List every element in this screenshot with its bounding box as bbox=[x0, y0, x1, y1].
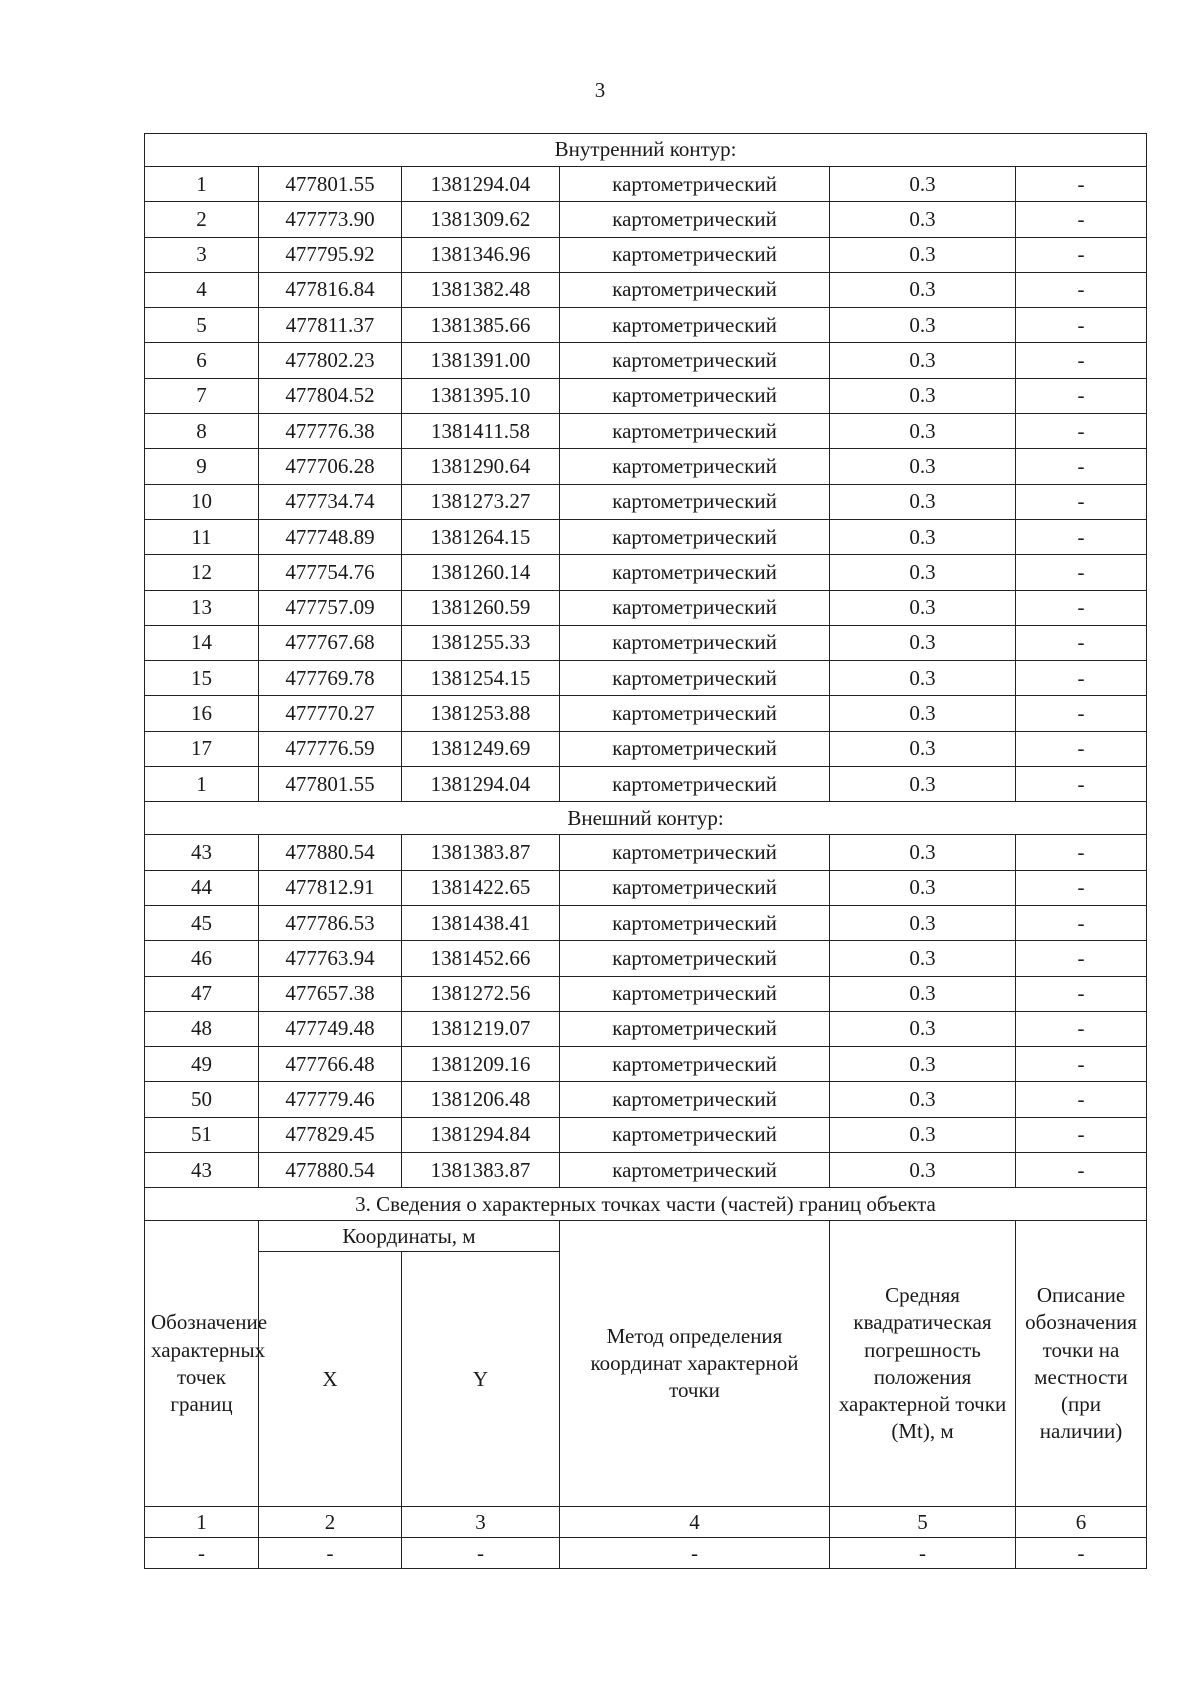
table-cell: 1381253.88 bbox=[402, 696, 560, 731]
table-cell: 1381254.15 bbox=[402, 661, 560, 696]
table-row bbox=[145, 1011, 1147, 1046]
table-row bbox=[145, 941, 1147, 976]
table-cell: 47 bbox=[145, 976, 259, 1011]
table-cell: 15 bbox=[145, 661, 259, 696]
table-cell: картометрический bbox=[560, 1153, 830, 1188]
table-cell: 0.3 bbox=[830, 343, 1016, 378]
table-cell: 9 bbox=[145, 449, 259, 484]
table-cell: 477880.54 bbox=[259, 1153, 402, 1188]
table-cell: 0.3 bbox=[830, 484, 1016, 519]
header-y: Y bbox=[402, 1252, 560, 1507]
table-cell: - bbox=[1016, 378, 1147, 413]
table-row bbox=[145, 272, 1147, 307]
table-cell: 1 bbox=[145, 767, 259, 802]
inner-contour-header bbox=[145, 134, 1147, 167]
table-cell: 4 bbox=[145, 272, 259, 307]
table-cell: 1381391.00 bbox=[402, 343, 560, 378]
header-coordinates: Координаты, м bbox=[259, 1221, 560, 1252]
table-cell: - bbox=[1016, 696, 1147, 731]
table-cell: - bbox=[1016, 1117, 1147, 1152]
table-cell: 477816.84 bbox=[259, 272, 402, 307]
table-cell: - bbox=[1016, 1011, 1147, 1046]
table-cell: 43 bbox=[145, 835, 259, 870]
table-row bbox=[145, 905, 1147, 940]
table-cell: 10 bbox=[145, 484, 259, 519]
table-cell: - bbox=[1016, 661, 1147, 696]
table-cell: 1381272.56 bbox=[402, 976, 560, 1011]
table-cell: картометрический bbox=[560, 449, 830, 484]
table-cell: 1381206.48 bbox=[402, 1082, 560, 1117]
table-row bbox=[145, 449, 1147, 484]
table-cell: 477786.53 bbox=[259, 905, 402, 940]
table-cell: 43 bbox=[145, 1153, 259, 1188]
table-cell: - bbox=[145, 1538, 259, 1569]
table-cell: 477812.91 bbox=[259, 870, 402, 905]
table-cell: 6 bbox=[145, 343, 259, 378]
table-cell: - bbox=[1016, 202, 1147, 237]
table-cell: 1381438.41 bbox=[402, 905, 560, 940]
header-designation: Обозначение характерных точек границ bbox=[145, 1221, 259, 1507]
section3-header-row-1 bbox=[145, 1221, 1147, 1252]
table-row bbox=[145, 696, 1147, 731]
table-cell: - bbox=[1016, 272, 1147, 307]
table-cell: 8 bbox=[145, 414, 259, 449]
table-cell: 477801.55 bbox=[259, 767, 402, 802]
column-number: 6 bbox=[1016, 1507, 1147, 1538]
table-cell: 11 bbox=[145, 519, 259, 554]
table-cell: 1381249.69 bbox=[402, 731, 560, 766]
table-cell: 477802.23 bbox=[259, 343, 402, 378]
table-cell: 1381264.15 bbox=[402, 519, 560, 554]
table-cell: 477754.76 bbox=[259, 555, 402, 590]
table-cell: 1381452.66 bbox=[402, 941, 560, 976]
table-cell: 477748.89 bbox=[259, 519, 402, 554]
table-cell: 1381383.87 bbox=[402, 1153, 560, 1188]
table-cell: картометрический bbox=[560, 378, 830, 413]
table-cell: 1381395.10 bbox=[402, 378, 560, 413]
table-cell: 477766.48 bbox=[259, 1047, 402, 1082]
inner-contour-title: Внутренний контур: bbox=[145, 134, 1147, 167]
column-number: 2 bbox=[259, 1507, 402, 1538]
table-row bbox=[145, 308, 1147, 343]
table-row bbox=[145, 731, 1147, 766]
table-cell: - bbox=[1016, 976, 1147, 1011]
table-row bbox=[145, 343, 1147, 378]
table-cell: - bbox=[830, 1538, 1016, 1569]
table-cell: 50 bbox=[145, 1082, 259, 1117]
table-cell: картометрический bbox=[560, 1047, 830, 1082]
table-row bbox=[145, 414, 1147, 449]
boundary-points-table bbox=[144, 133, 1147, 1569]
table-row bbox=[145, 237, 1147, 272]
outer-contour-header bbox=[145, 802, 1147, 835]
table-cell: 48 bbox=[145, 1011, 259, 1046]
table-cell: - bbox=[1016, 308, 1147, 343]
table-row bbox=[145, 767, 1147, 802]
table-row bbox=[145, 661, 1147, 696]
table-cell: - bbox=[1016, 449, 1147, 484]
table-cell: 1381294.04 bbox=[402, 167, 560, 202]
table-cell: картометрический bbox=[560, 519, 830, 554]
header-accuracy: Средняя квадратическая погрешность положения характерной точки (Mt), м bbox=[830, 1221, 1016, 1507]
table-cell: картометрический bbox=[560, 1011, 830, 1046]
table-cell: картометрический bbox=[560, 870, 830, 905]
table-cell: 1381346.96 bbox=[402, 237, 560, 272]
table-cell: 1381219.07 bbox=[402, 1011, 560, 1046]
table-cell: 477773.90 bbox=[259, 202, 402, 237]
table-cell: - bbox=[1016, 1538, 1147, 1569]
table-row bbox=[145, 1047, 1147, 1082]
table-cell: картометрический bbox=[560, 696, 830, 731]
table-cell: - bbox=[1016, 767, 1147, 802]
table-row bbox=[145, 1153, 1147, 1188]
table-cell: 0.3 bbox=[830, 167, 1016, 202]
table-cell: - bbox=[1016, 414, 1147, 449]
table-cell: 0.3 bbox=[830, 555, 1016, 590]
table-cell: 12 bbox=[145, 555, 259, 590]
table-cell: 1381385.66 bbox=[402, 308, 560, 343]
table-cell: картометрический bbox=[560, 731, 830, 766]
section3-title-row bbox=[145, 1188, 1147, 1221]
table-cell: - bbox=[1016, 870, 1147, 905]
table-cell: 477811.37 bbox=[259, 308, 402, 343]
table-cell: 1381260.14 bbox=[402, 555, 560, 590]
table-cell: 477801.55 bbox=[259, 167, 402, 202]
table-row bbox=[145, 1082, 1147, 1117]
empty-data-row bbox=[145, 1538, 1147, 1569]
table-cell: 477770.27 bbox=[259, 696, 402, 731]
table-cell: 0.3 bbox=[830, 696, 1016, 731]
table-cell: - bbox=[1016, 1153, 1147, 1188]
table-cell: 0.3 bbox=[830, 308, 1016, 343]
table-cell: - bbox=[1016, 1082, 1147, 1117]
table-cell: 14 bbox=[145, 625, 259, 660]
table-cell: 0.3 bbox=[830, 976, 1016, 1011]
table-cell: - bbox=[560, 1538, 830, 1569]
table-cell: 3 bbox=[145, 237, 259, 272]
table-cell: 477829.45 bbox=[259, 1117, 402, 1152]
column-numbers-row bbox=[145, 1507, 1147, 1538]
table-cell: - bbox=[1016, 484, 1147, 519]
table-cell: 51 bbox=[145, 1117, 259, 1152]
table-cell: 0.3 bbox=[830, 767, 1016, 802]
table-cell: картометрический bbox=[560, 590, 830, 625]
table-cell: картометрический bbox=[560, 661, 830, 696]
table-cell: 477776.59 bbox=[259, 731, 402, 766]
table-cell: 0.3 bbox=[830, 237, 1016, 272]
table-cell: 0.3 bbox=[830, 1047, 1016, 1082]
table-cell: 1 bbox=[145, 167, 259, 202]
table-cell: картометрический bbox=[560, 414, 830, 449]
table-cell: 0.3 bbox=[830, 449, 1016, 484]
table-row bbox=[145, 378, 1147, 413]
table-row bbox=[145, 625, 1147, 660]
table-cell: 477767.68 bbox=[259, 625, 402, 660]
table-row bbox=[145, 555, 1147, 590]
table-row bbox=[145, 976, 1147, 1011]
table-cell: 0.3 bbox=[830, 905, 1016, 940]
table-cell: 477734.74 bbox=[259, 484, 402, 519]
table-cell: - bbox=[1016, 167, 1147, 202]
table-cell: 49 bbox=[145, 1047, 259, 1082]
table-row bbox=[145, 870, 1147, 905]
table-cell: 0.3 bbox=[830, 661, 1016, 696]
table-cell: 0.3 bbox=[830, 1082, 1016, 1117]
table-cell: 0.3 bbox=[830, 202, 1016, 237]
table-cell: - bbox=[1016, 835, 1147, 870]
table-cell: картометрический bbox=[560, 835, 830, 870]
table-cell: 0.3 bbox=[830, 941, 1016, 976]
table-cell: 0.3 bbox=[830, 625, 1016, 660]
table-cell: картометрический bbox=[560, 202, 830, 237]
outer-contour-title: Внешний контур: bbox=[145, 802, 1147, 835]
table-cell: картометрический bbox=[560, 237, 830, 272]
table-cell: 0.3 bbox=[830, 1117, 1016, 1152]
table-cell: 0.3 bbox=[830, 731, 1016, 766]
table-cell: - bbox=[402, 1538, 560, 1569]
table-cell: - bbox=[1016, 941, 1147, 976]
table-row bbox=[145, 590, 1147, 625]
table-cell: 46 bbox=[145, 941, 259, 976]
table-cell: 13 bbox=[145, 590, 259, 625]
table-cell: 2 bbox=[145, 202, 259, 237]
table-cell: - bbox=[1016, 1047, 1147, 1082]
table-cell: картометрический bbox=[560, 767, 830, 802]
table-cell: - bbox=[1016, 905, 1147, 940]
section3-title: 3. Сведения о характерных точках части (частей) границ объекта bbox=[145, 1188, 1147, 1221]
table-cell: 477757.09 bbox=[259, 590, 402, 625]
table-cell: 0.3 bbox=[830, 1011, 1016, 1046]
table-row bbox=[145, 519, 1147, 554]
table-cell: 16 bbox=[145, 696, 259, 731]
table-cell: картометрический bbox=[560, 167, 830, 202]
table-cell: картометрический bbox=[560, 941, 830, 976]
table-cell: 1381255.33 bbox=[402, 625, 560, 660]
table-cell: 45 bbox=[145, 905, 259, 940]
table-cell: - bbox=[1016, 519, 1147, 554]
table-cell: - bbox=[1016, 555, 1147, 590]
header-method: Метод определения координат характерной точки bbox=[560, 1221, 830, 1507]
table-cell: 1381273.27 bbox=[402, 484, 560, 519]
table-cell: 1381411.58 bbox=[402, 414, 560, 449]
table-cell: картометрический bbox=[560, 976, 830, 1011]
table-cell: картометрический bbox=[560, 1117, 830, 1152]
table-row bbox=[145, 835, 1147, 870]
table-cell: 477776.38 bbox=[259, 414, 402, 449]
table-cell: 1381260.59 bbox=[402, 590, 560, 625]
table-row bbox=[145, 484, 1147, 519]
table-cell: 477763.94 bbox=[259, 941, 402, 976]
column-number: 3 bbox=[402, 1507, 560, 1538]
table-cell: картометрический bbox=[560, 272, 830, 307]
table-cell: 0.3 bbox=[830, 1153, 1016, 1188]
table-cell: 0.3 bbox=[830, 870, 1016, 905]
table-cell: 7 bbox=[145, 378, 259, 413]
header-x: X bbox=[259, 1252, 402, 1507]
table-cell: 0.3 bbox=[830, 378, 1016, 413]
table-cell: картометрический bbox=[560, 555, 830, 590]
table-cell: картометрический bbox=[560, 625, 830, 660]
table-cell: 17 bbox=[145, 731, 259, 766]
table-cell: картометрический bbox=[560, 905, 830, 940]
table-cell: - bbox=[1016, 590, 1147, 625]
table-cell: 1381290.64 bbox=[402, 449, 560, 484]
table-cell: 0.3 bbox=[830, 590, 1016, 625]
column-number: 1 bbox=[145, 1507, 259, 1538]
table-cell: 477804.52 bbox=[259, 378, 402, 413]
table-cell: 0.3 bbox=[830, 272, 1016, 307]
column-number: 5 bbox=[830, 1507, 1016, 1538]
table-row bbox=[145, 1117, 1147, 1152]
table-row bbox=[145, 167, 1147, 202]
table-cell: 477880.54 bbox=[259, 835, 402, 870]
table-cell: 477769.78 bbox=[259, 661, 402, 696]
table-cell: 0.3 bbox=[830, 835, 1016, 870]
table-cell: 1381294.04 bbox=[402, 767, 560, 802]
table-cell: - bbox=[1016, 237, 1147, 272]
table-cell: - bbox=[1016, 625, 1147, 660]
table-cell: - bbox=[1016, 731, 1147, 766]
table-cell: 5 bbox=[145, 308, 259, 343]
table-cell: 1381294.84 bbox=[402, 1117, 560, 1152]
page-number: 3 bbox=[594, 78, 606, 102]
table-cell: 1381209.16 bbox=[402, 1047, 560, 1082]
table-cell: 1381382.48 bbox=[402, 272, 560, 307]
table-cell: 477779.46 bbox=[259, 1082, 402, 1117]
table-cell: картометрический bbox=[560, 484, 830, 519]
table-row bbox=[145, 202, 1147, 237]
table-cell: 477795.92 bbox=[259, 237, 402, 272]
table-cell: 1381309.62 bbox=[402, 202, 560, 237]
table-cell: 477749.48 bbox=[259, 1011, 402, 1046]
table-cell: - bbox=[259, 1538, 402, 1569]
table-cell: 1381383.87 bbox=[402, 835, 560, 870]
table-cell: 0.3 bbox=[830, 414, 1016, 449]
table-cell: картометрический bbox=[560, 343, 830, 378]
table-cell: - bbox=[1016, 343, 1147, 378]
header-description: Описание обозначения точки на местности (при наличии) bbox=[1016, 1221, 1147, 1507]
table-cell: картометрический bbox=[560, 1082, 830, 1117]
table-cell: 1381422.65 bbox=[402, 870, 560, 905]
table-cell: 477657.38 bbox=[259, 976, 402, 1011]
table-cell: 477706.28 bbox=[259, 449, 402, 484]
table-cell: 44 bbox=[145, 870, 259, 905]
table-cell: 0.3 bbox=[830, 519, 1016, 554]
column-number: 4 bbox=[560, 1507, 830, 1538]
table-cell: картометрический bbox=[560, 308, 830, 343]
